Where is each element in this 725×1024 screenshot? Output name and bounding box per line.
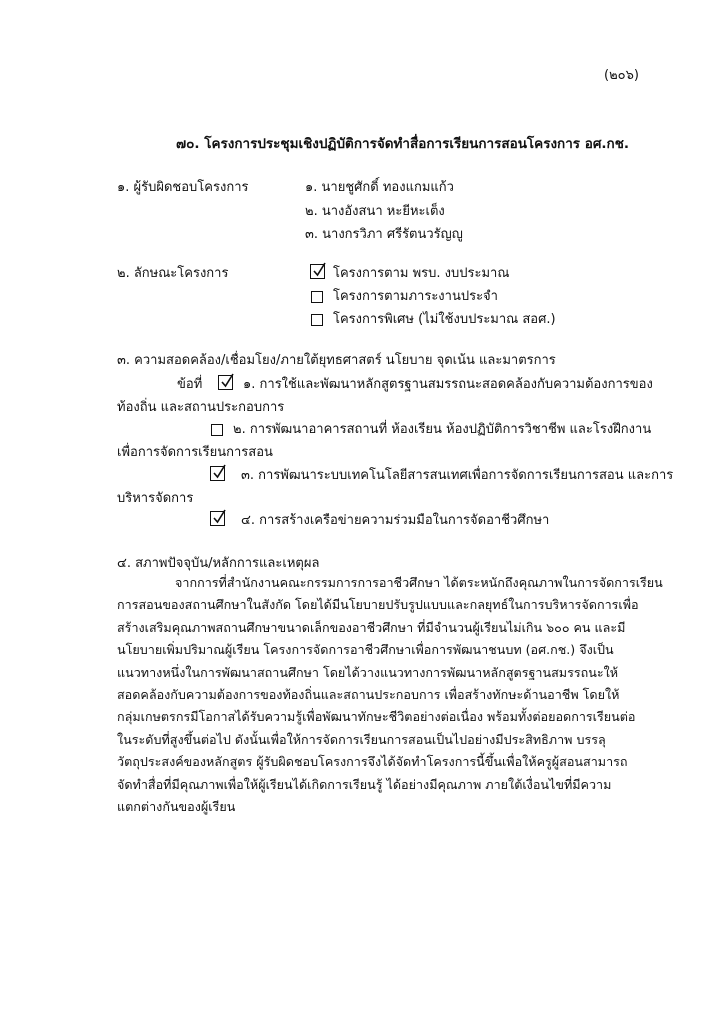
paragraph-line: สอดคล้องกับความต้องการของท้องถิ่นและสถานประกอบการ เพื่อสร้างทักษะด้านอาชีพ โดยให้ [117,686,620,702]
empty-checkbox-icon [311,314,323,326]
page-number: (๒๐๖) [604,68,639,83]
section4-heading: ๔. สภาพปัจจุบัน/หลักการและเหตุผล [117,556,320,571]
checked-checkbox-icon [210,466,225,481]
alignment-item-3-cont: บริหารจัดการ [117,491,194,506]
paragraph-line: แตกต่างกันของผู้เรียน [117,798,236,814]
section1-label: ๑. ผู้รับผิดชอบโครงการ [117,180,249,195]
responsible-person-2: ๒. นางอังสนา หะยีหะเต็ง [305,204,445,219]
paragraph-line: กลุ่มเกษตรกรมีโอกาสได้รับความรู้เพื่อพัฒนาทักษะชีวิตอย่างต่อเนื่อง พร้อมทั้งต่อยอดการเรียนต่อ [117,709,636,725]
item-prefix: ข้อที่ [177,377,203,392]
alignment-item-2-cont: เพื่อการจัดการเรียนการสอน [117,445,273,460]
paragraph-line: การสอนของสถานศึกษาในสังกัด โดยได้มีนโยบายปรับรูปแบบและกลยุทธ์ในการบริหารจัดการเพื่อ [117,597,639,613]
alignment-item-1: ๑. การใช้และพัฒนาหลักสูตรฐานสมรรถนะสอดคล้องกับความต้องการของ [243,377,653,392]
checked-checkbox-icon [310,264,325,279]
responsible-person-1: ๑. นายชูศักดิ์ ทองแกมแก้ว [305,180,454,195]
responsible-person-3: ๓. นางกรวิภา ศรีรัตนวรัญญู [305,227,463,242]
checked-checkbox-icon [210,511,225,526]
paragraph-line: ในระดับที่สูงขึ้นต่อไป ดังนั้นเพื่อให้การจัดการเรียนการสอนเป็นไปอย่างมีประสิทธิภาพ บรรลุ [117,731,606,747]
empty-checkbox-icon [311,291,323,303]
project-type-option-2: โครงการตามภาระงานประจำ [333,289,498,304]
alignment-item-2: ๒. การพัฒนาอาคารสถานที่ ห้องเรียน ห้องปฏิบัติการวิชาชีพ และโรงฝึกงาน [233,422,652,437]
section2-label: ๒. ลักษณะโครงการ [117,266,229,281]
document-title: ๗๐. โครงการประชุมเชิงปฏิบัติการจัดทำสื่อการเรียนการสอนโครงการ อศ.กช. [176,136,630,152]
project-type-option-1: โครงการตาม พรบ. งบประมาณ [333,266,510,281]
alignment-item-1-cont: ท้องถิ่น และสถานประกอบการ [117,400,285,415]
paragraph-line: นโยบายเพิ่มปริมาณผู้เรียน โครงการจัดการอาชีวศึกษาเพื่อการพัฒนาชนบท (อศ.กช.) จึงเป็น [117,642,614,658]
empty-checkbox-icon [211,424,223,436]
section3-heading: ๓. ความสอดคล้อง/เชื่อมโยง/ภายใต้ยุทธศาสตร์ นโยบาย จุดเน้น และมาตรการ [117,353,556,368]
paragraph-line: แนวทางหนึ่งในการพัฒนาสถานศึกษา โดยได้วางแนวทางการพัฒนาหลักสูตรฐานสมรรถนะให้ [117,664,619,680]
project-type-option-3: โครงการพิเศษ (ไม่ใช้งบประมาณ สอศ.) [333,312,556,327]
rationale-paragraph [117,572,663,818]
paragraph-line: สร้างเสริมคุณภาพสถานศึกษาขนาดเล็กของอาชีวศึกษา ที่มีจำนวนผู้เรียนไม่เกิน ๖๐๐ คน และมี [117,619,626,635]
paragraph-line: จากการที่สำนักงานคณะกรรมการการอาชีวศึกษา ได้ตระหนักถึงคุณภาพในการจัดการเรียน [175,575,663,590]
paragraph-line: จัดทำสื่อที่มีคุณภาพเพื่อให้ผู้เรียนได้เกิดการเรียนรู้ ได้อย่างมีคุณภาพ ภายใต้เงื่อนไขที่มีความ [117,776,612,792]
checked-checkbox-icon [218,375,233,390]
paragraph-line: วัตถุประสงค์ของหลักสูตร ผู้รับผิดชอบโครงการจึงได้จัดทำโครงการนี้ขึ้นเพื่อให้ครูผู้สอนสามารถ [117,754,628,770]
alignment-item-4: ๔. การสร้างเครือข่ายความร่วมมือในการจัดอาชีวศึกษา [241,513,550,528]
alignment-item-3: ๓. การพัฒนาระบบเทคโนโลยีสารสนเทศเพื่อการจัดการเรียนการสอน และการ [241,468,674,483]
